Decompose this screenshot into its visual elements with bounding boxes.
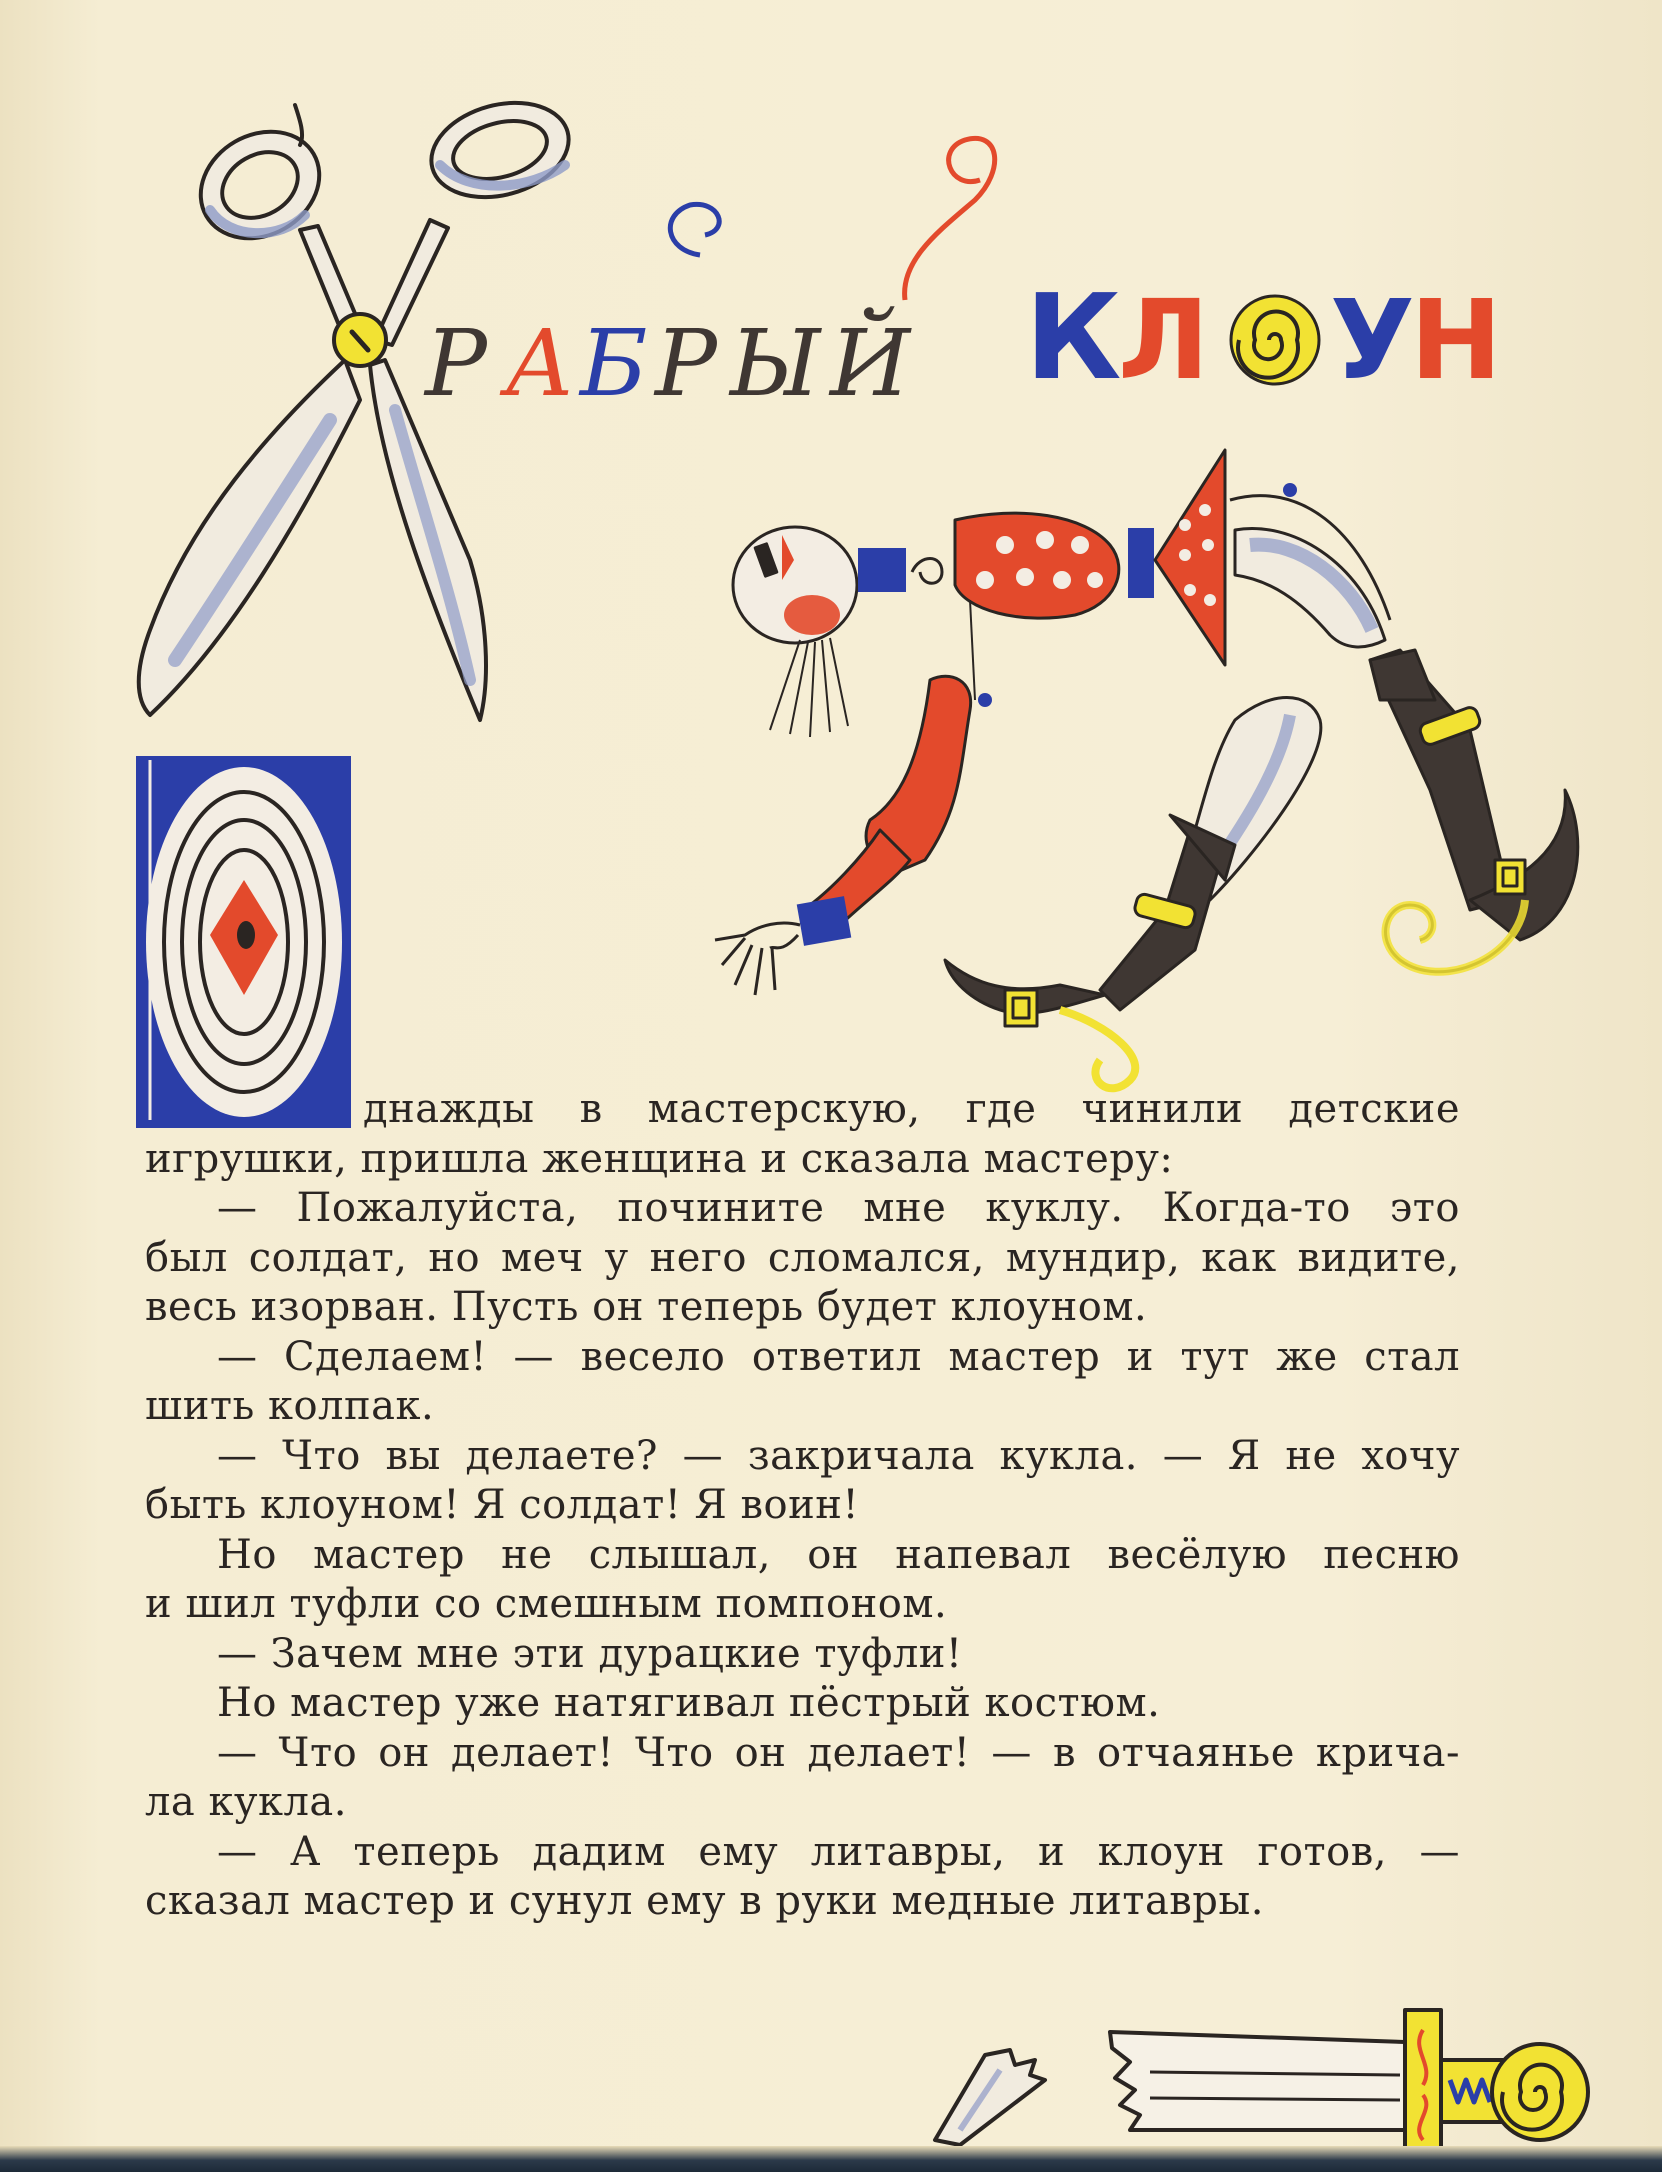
- title: [423, 138, 1502, 417]
- title-letter-1: Р: [425, 310, 487, 417]
- text-line: и шил туфли со смешным помпоном.: [145, 1581, 948, 1627]
- text-line: — Что вы делаете? — закричала кукла. — Я не хочу: [217, 1432, 1460, 1479]
- paragraph-7: [145, 1679, 1460, 1729]
- title-letter-7: К: [1025, 268, 1122, 406]
- text-line: Но мастер не слышал, он напевал весёлую песню: [217, 1531, 1460, 1578]
- title-letter-3: Б: [580, 310, 648, 417]
- title-letter-5: Ы: [730, 310, 821, 417]
- paragraph-2-line-3: [145, 1283, 1460, 1333]
- paragraph-2-line-2: [145, 1234, 1460, 1284]
- text-line: Но мастер уже натягивал пёстрый костюм.: [217, 1680, 1161, 1726]
- broken-sword-icon: [1110, 2010, 1588, 2158]
- text-line: — Что он делает! Что он делает! — в отчаянье крича-: [217, 1729, 1460, 1776]
- text-line: был солдат, но меч у него сломался, мундир, как видите,: [145, 1234, 1460, 1281]
- paragraph-8-line-2: [145, 1778, 1460, 1828]
- title-letter-6: Й: [830, 310, 911, 417]
- sword-tip-icon: [935, 2050, 1045, 2145]
- paragraph-9-line-2: [145, 1877, 1460, 1927]
- first-line: днажды в мастерскую, где чинили детские: [363, 1086, 1460, 1132]
- paragraph-6: [145, 1630, 1460, 1680]
- title-letter-4: Р: [655, 310, 717, 417]
- text-line: — Зачем мне эти дурацкие туфли!: [217, 1630, 963, 1677]
- story-text: [145, 1085, 1460, 1927]
- paragraph-5: [145, 1531, 1460, 1581]
- page-bottom-edge: [0, 2146, 1662, 2172]
- text-line: — А теперь дадим ему литавры, и клоун готов, —: [217, 1828, 1460, 1875]
- text-line: игрушки, пришла женщина и сказала мастеру:: [145, 1135, 1174, 1182]
- title-letter-2: А: [505, 310, 575, 417]
- paragraph-3: [145, 1333, 1460, 1383]
- title-letter-11: Н: [1410, 276, 1503, 404]
- paragraph-1-line-2: [145, 1135, 1460, 1185]
- text-line: — Сделаем! — весело ответил мастер и тут же стал: [217, 1333, 1460, 1380]
- spiral-o-icon: [1231, 296, 1319, 384]
- text-line: шить колпак.: [145, 1383, 435, 1429]
- paragraph-9: [145, 1828, 1460, 1878]
- text-line: быть клоуном! Я солдат! Я воин!: [145, 1482, 860, 1528]
- text-line: — Пожалуйста, почините мне куклу. Когда-то это: [217, 1185, 1460, 1231]
- paragraph-5-line-2: [145, 1580, 1460, 1630]
- red-curl-icon: [905, 138, 995, 300]
- text-line: весь изорван. Пусть он теперь будет клоуном.: [145, 1284, 1148, 1330]
- blue-curl-icon: [670, 204, 719, 255]
- title-letter-10: У: [1330, 276, 1415, 404]
- title-letter-8: Л: [1118, 276, 1210, 404]
- paragraph-4: [145, 1432, 1460, 1482]
- paragraph-4-line-2: [145, 1481, 1460, 1531]
- paragraph-2: [145, 1184, 1460, 1234]
- paragraph-1: [145, 1085, 1460, 1135]
- paragraph-8: [145, 1729, 1460, 1779]
- text-line: сказал мастер и сунул ему в руки медные литавры.: [145, 1878, 1264, 1924]
- paragraph-3-line-2: [145, 1382, 1460, 1432]
- clown-doll-icon: [715, 450, 1578, 1088]
- text-line: ла кукла.: [145, 1779, 347, 1825]
